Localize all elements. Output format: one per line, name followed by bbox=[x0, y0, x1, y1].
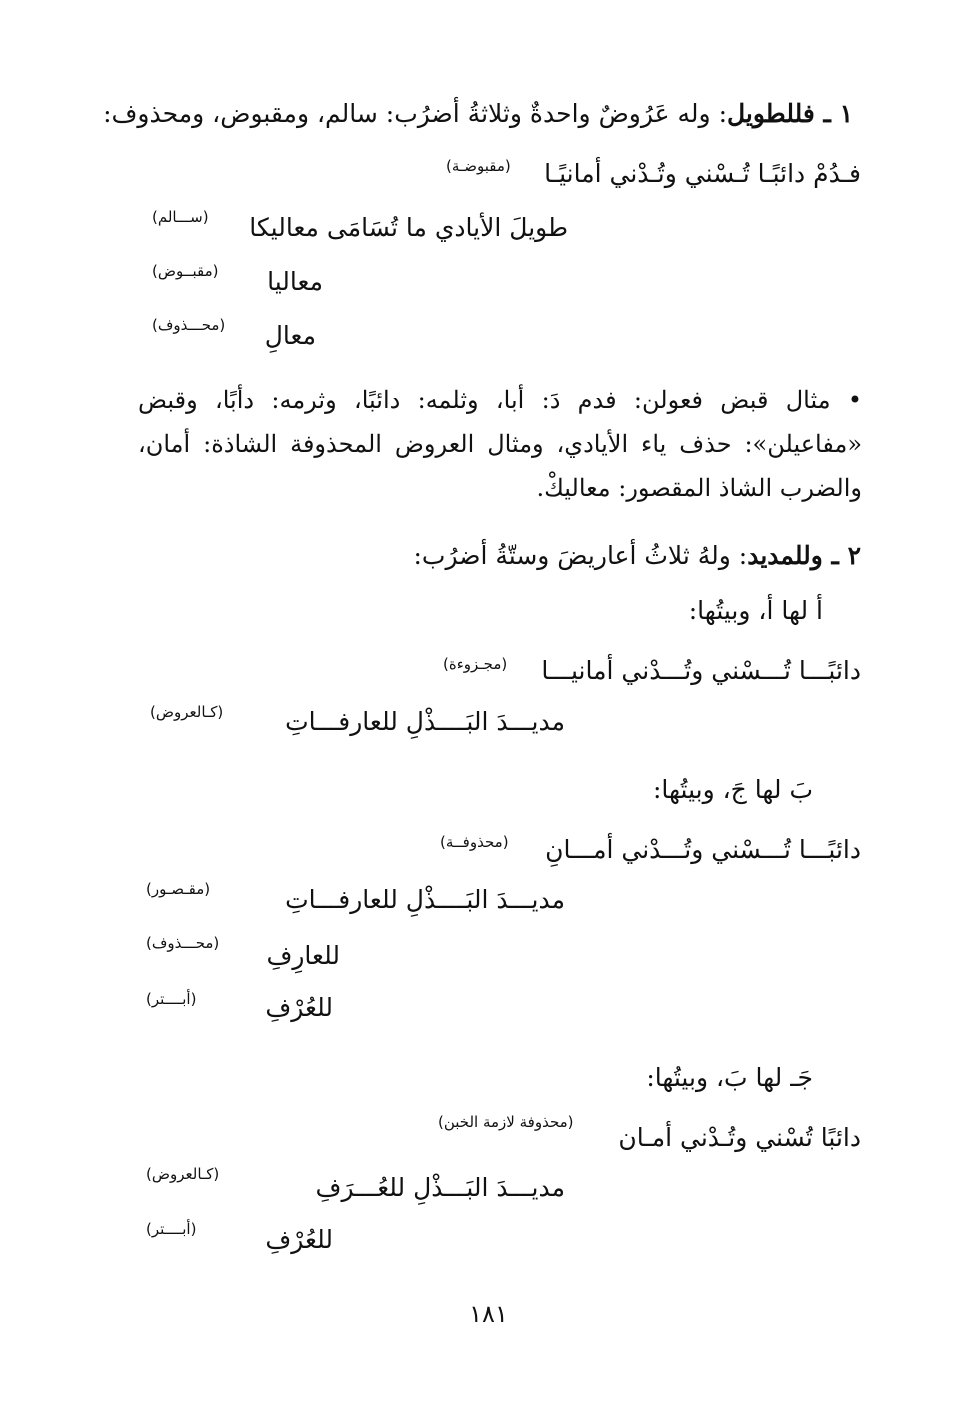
verse-line: دائبًـــا تُـــسْني وتُـــدْني أمانيـــا bbox=[541, 656, 861, 685]
verse-note: (أبــــتر) bbox=[146, 1220, 197, 1238]
verse-note: (أبــــتر) bbox=[146, 990, 197, 1008]
verse-note: (مجـزوءة) bbox=[443, 655, 508, 673]
section2-heading-title: ٢ ـ وللمديد bbox=[747, 541, 861, 570]
verse-note: (مقبوضـة) bbox=[446, 157, 511, 175]
verse-line: مديـــدَ البَــــذْلِ للعارفـــاتِ bbox=[285, 885, 565, 914]
subsection-label: جَـ لها بَ، وبيتُها: bbox=[646, 1063, 813, 1092]
verse-line: دائبًـــا تُـــسْني وتُـــدْني أمـــانِ bbox=[545, 835, 861, 864]
subsection-label: أ لها أ، وبيتُها: bbox=[688, 596, 823, 625]
verse-line: طويلَ الأيادي ما تُسَامَى معاليكا bbox=[249, 213, 568, 242]
verse-note: (مقبــوض) bbox=[152, 262, 219, 280]
section2-heading bbox=[414, 538, 862, 574]
section1-heading-title: ١ ـ فللطويل bbox=[727, 99, 853, 128]
verse-line: للعارِفِ bbox=[266, 941, 340, 970]
verse-note: (ســـالم) bbox=[152, 208, 209, 226]
section2-heading-text: : ولهُ ثلاثُ أعاريضَ وستّةُ أضرُب: bbox=[413, 541, 748, 570]
verse-note: (كـالعروض) bbox=[150, 703, 224, 721]
verse-line: دائبًا تُسْني وتُـدْني أمـان bbox=[618, 1123, 861, 1152]
subsection-label: بَ لها جَ، وبيتُها: bbox=[652, 775, 813, 804]
verse-line: مديـــدَ البَـــذْلِ للعُـــرَفِ bbox=[315, 1173, 565, 1202]
verse-note: (محذوفة لازمة الخبن) bbox=[438, 1113, 574, 1131]
verse-note: (مقـصـور) bbox=[146, 880, 211, 898]
verse-line: معالِ bbox=[264, 321, 316, 350]
explanation-paragraph: • مثال قبض فعولن: فدم دَ: أبا، وثلمه: دائبًا، وثرمه: دأبًا، وقبض «مفاعيلن»: حذف ياء الأيادي، ومثال العروض المحذوفة الشاذة: أمان، والضرب الشاذ المقصور: معاليكْ. bbox=[138, 386, 862, 502]
page-number: ١٨١ bbox=[469, 1300, 508, 1328]
verse-line: فـدُمْ دائبًـا تُـسْني وتُـدْني أمانيًـا bbox=[544, 159, 861, 188]
verse-line: للعُرْفِ bbox=[265, 1225, 333, 1254]
verse-line: معاليا bbox=[267, 267, 323, 296]
verse-note: (محذوفــة) bbox=[440, 833, 509, 851]
verse-note: (محـــذوف) bbox=[152, 316, 226, 334]
verse-note: (محـــذوف) bbox=[146, 934, 220, 952]
verse-line: مديـــدَ البَــــذْلِ للعارفـــاتِ bbox=[285, 707, 565, 736]
verse-line: للعُرْفِ bbox=[265, 993, 333, 1022]
verse-note: (كـالعروض) bbox=[146, 1165, 220, 1183]
section1-heading-text: : وله عَرُوضٌ واحدةٌ وثلاثةُ أضرُب: سالم، ومقبوض، ومحذوف: bbox=[103, 99, 727, 128]
section1-heading bbox=[103, 96, 853, 132]
